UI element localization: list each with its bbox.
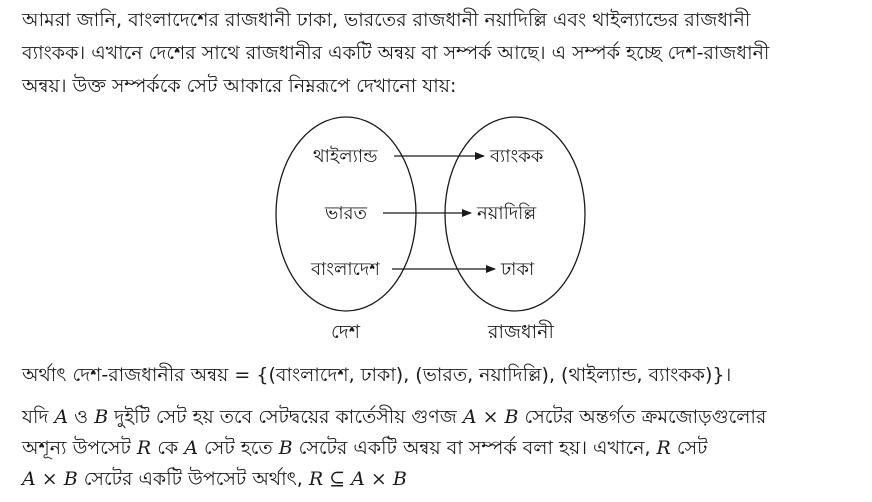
relation-symbol-r: R — [656, 437, 671, 459]
definition-line-2 — [22, 436, 708, 460]
definition-line-3 — [22, 467, 407, 491]
intro-line-2: ব্যাংকক। এখানে দেশের সাথে রাজধানীর একটি অন্বয় বা সম্পর্ক আছে। এ সম্পর্ক হচ্ছে দেশ-রাজধানী — [22, 42, 770, 64]
capital-new-delhi: নয়াদিল্লি — [477, 203, 537, 224]
country-thailand: থাইল্যান্ড — [313, 146, 378, 167]
country-india: ভারত — [325, 203, 368, 224]
cartesian-product-symbol: A × B — [22, 468, 78, 490]
set-symbol-a: A — [184, 437, 199, 459]
def-text: যদি — [22, 406, 55, 428]
def-text: সেটের একটি উপসেট অর্থাৎ, — [77, 468, 309, 490]
domain-title: দেশ — [331, 321, 360, 343]
codomain-title: রাজধানী — [488, 321, 554, 343]
cartesian-product-symbol: A × B — [462, 406, 519, 428]
set-symbol-b: B — [278, 437, 293, 459]
def-text: দুইটি সেট হয় তবে সেটদ্বয়ের কার্তেসীয় গুণজ — [108, 406, 463, 428]
country-bangladesh: বাংলাদেশ — [311, 259, 380, 280]
capital-bangkok: ব্যাংকক — [490, 146, 544, 167]
def-text: সেট হতে — [198, 437, 279, 459]
set-symbol-a: A — [54, 406, 69, 428]
def-text: সেটের অন্তর্গত ক্রমজোড়গুলোর — [518, 406, 767, 428]
def-text: ও — [68, 406, 95, 428]
definition-line-1 — [22, 405, 766, 429]
def-text: কে — [151, 437, 185, 459]
def-text: সেটের একটি অন্বয় বা সম্পর্ক বলা হয়। এখানে, — [292, 437, 657, 459]
relation-line: অর্থাৎ দেশ-রাজধানীর অন্বয় = {(বাংলাদেশ, ঢাকা), (ভারত, নয়াদিল্লি), (থাইল্যান্ড, ব্যাংকক)}। — [22, 364, 732, 386]
set-symbol-b: B — [94, 406, 109, 428]
capital-dhaka: ঢাকা — [501, 259, 535, 280]
def-text: সেট — [670, 437, 708, 459]
relation-symbol-r: R — [136, 437, 152, 459]
intro-line-1: আমরা জানি, বাংলাদেশের রাজধানী ঢাকা, ভারতের রাজধানী নয়াদিল্লি এবং থাইল্যান্ডের রাজধানী — [22, 9, 751, 31]
intro-line-3: অন্বয়। উক্ত সম্পর্ককে সেট আকারে নিম্নরূপে দেখানো যায়: — [22, 75, 457, 97]
subset-expression: R ⊆ A × B — [308, 468, 407, 490]
def-text: অশূন্য উপসেট — [22, 437, 137, 459]
